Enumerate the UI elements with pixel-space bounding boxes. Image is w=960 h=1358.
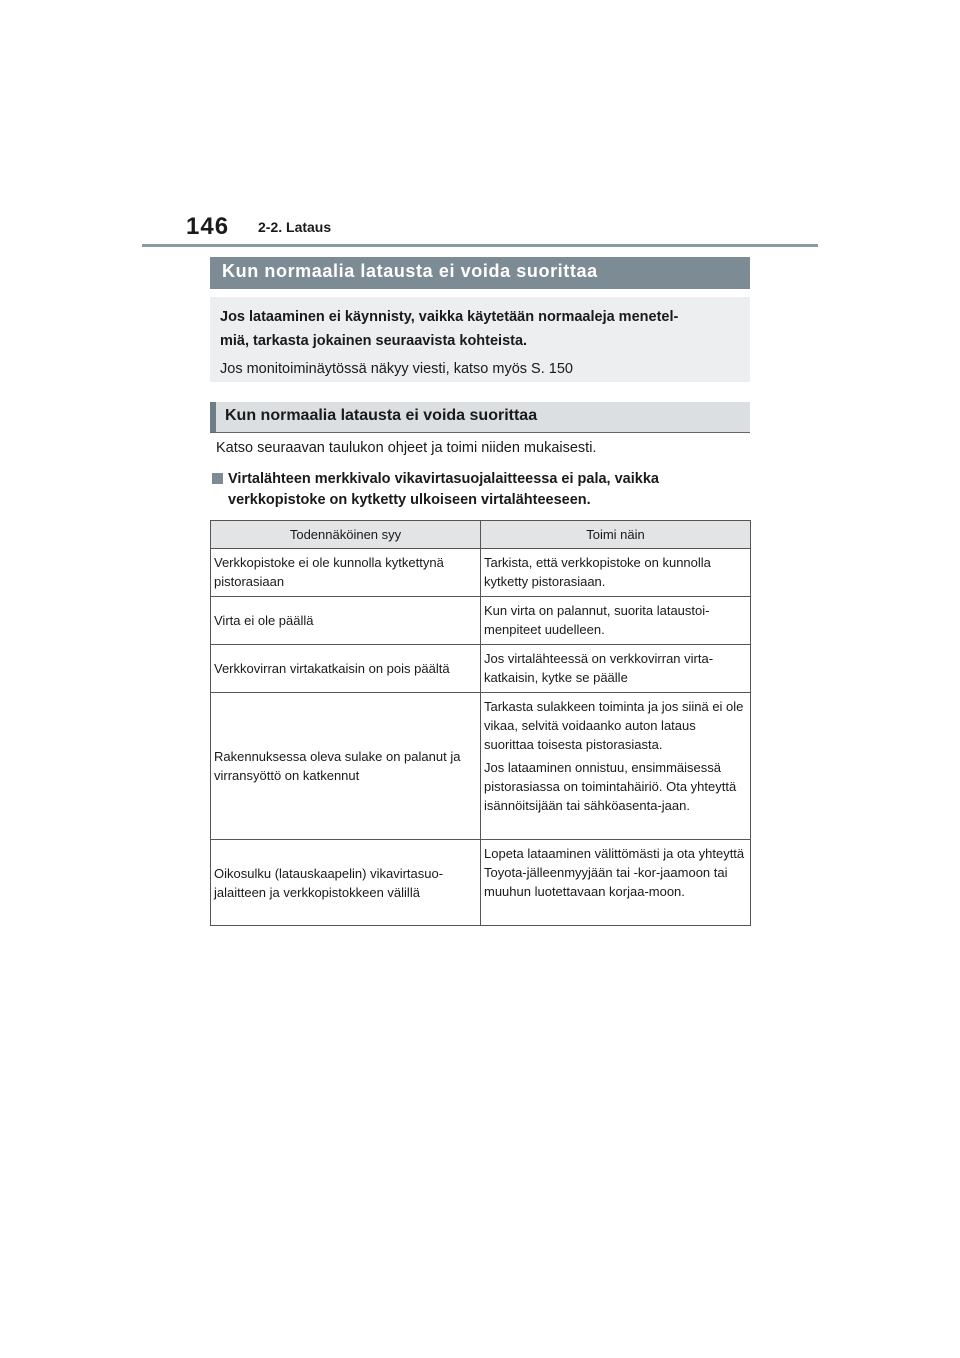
section-label: 2-2. Lataus [258,219,332,235]
table-row [211,693,751,840]
action-text: Tarkasta sulakkeen toiminta ja jos siinä ei ole vikaa, selvitä voidaanko auton lataus suorittaa toisesta pistorasiasta. [484,699,744,752]
action-text: Kun virta on palannut, suorita lataustoi-menpiteet uudelleen. [484,603,710,637]
cause-cell: Rakennuksessa oleva sulake on palanut ja virransyöttö on katkennut [211,693,481,840]
table-header-row [211,521,751,549]
title-banner [210,257,750,289]
cause-cell: Oikosulku (latauskaapelin) vikavirtasuo-jalaitteen ja verkkopistokkeen välillä [211,840,481,926]
table-row [211,645,751,693]
sub-heading [210,402,750,433]
table-row [211,597,751,645]
bullet-heading [212,469,732,511]
action-cell [481,840,751,926]
intro-note-text: Jos monitoiminäytössä näkyy viesti, katso myös S. 150 [220,361,573,377]
table-header-cause: Todennäköinen syy [211,521,481,549]
header-rule [142,244,818,247]
action-text: Tarkista, että verkkopistoke on kunnolla kytketty pistorasiaan. [484,555,711,589]
intro-box [210,297,750,382]
table-row [211,840,751,926]
cause-table [210,520,751,926]
table-header-action: Toimi näin [481,521,751,549]
cause-cell: Verkkovirran virtakatkaisin on pois päältä [211,645,481,693]
action-text: Lopeta lataaminen välittömästi ja ota yhteyttä Toyota-jälleenmyyjään tai -kor-jaamoon tai muuhun luotettavaan korjaa-moon. [484,846,745,899]
cause-cell: Virta ei ole päällä [211,597,481,645]
bullet-heading-text: Virtalähteen merkkivalo vikavirtasuojalaitteessa ei pala, vaikka verkkopistoke on kytketty ulkoiseen virtalähteeseen. [228,471,659,508]
sub-heading-text: Kun normaalia latausta ei voida suorittaa [225,407,538,424]
action-cell [481,597,751,645]
intro-bold-text: Jos lataaminen ei käynnisty, vaikka käytetään normaaleja menetel- miä, tarkasta jokainen seuraavista kohteista. [220,309,679,349]
action-text: Jos virtalähteessä on verkkovirran virta-katkaisin, kytke se päälle [484,651,714,685]
action-cell [481,693,751,840]
instruction-text: Katso seuraavan taulukon ohjeet ja toimi niiden mukaisesti. [216,440,597,456]
page-number: 146 [186,213,230,240]
cause-cell: Verkkopistoke ei ole kunnolla kytkettynä pistorasiaan [211,549,481,597]
action-cell [481,645,751,693]
table-row [211,549,751,597]
action-cell [481,549,751,597]
action-text: Jos lataaminen onnistuu, ensimmäisessä pistorasiassa on toimintahäiriö. Ota yhteyttä isännöitsijään tai sähköasenta-jaan. [484,760,737,813]
sub-heading-bar [210,402,216,432]
title-banner-text: Kun normaalia latausta ei voida suorittaa [222,261,598,281]
square-bullet-icon [212,473,223,484]
